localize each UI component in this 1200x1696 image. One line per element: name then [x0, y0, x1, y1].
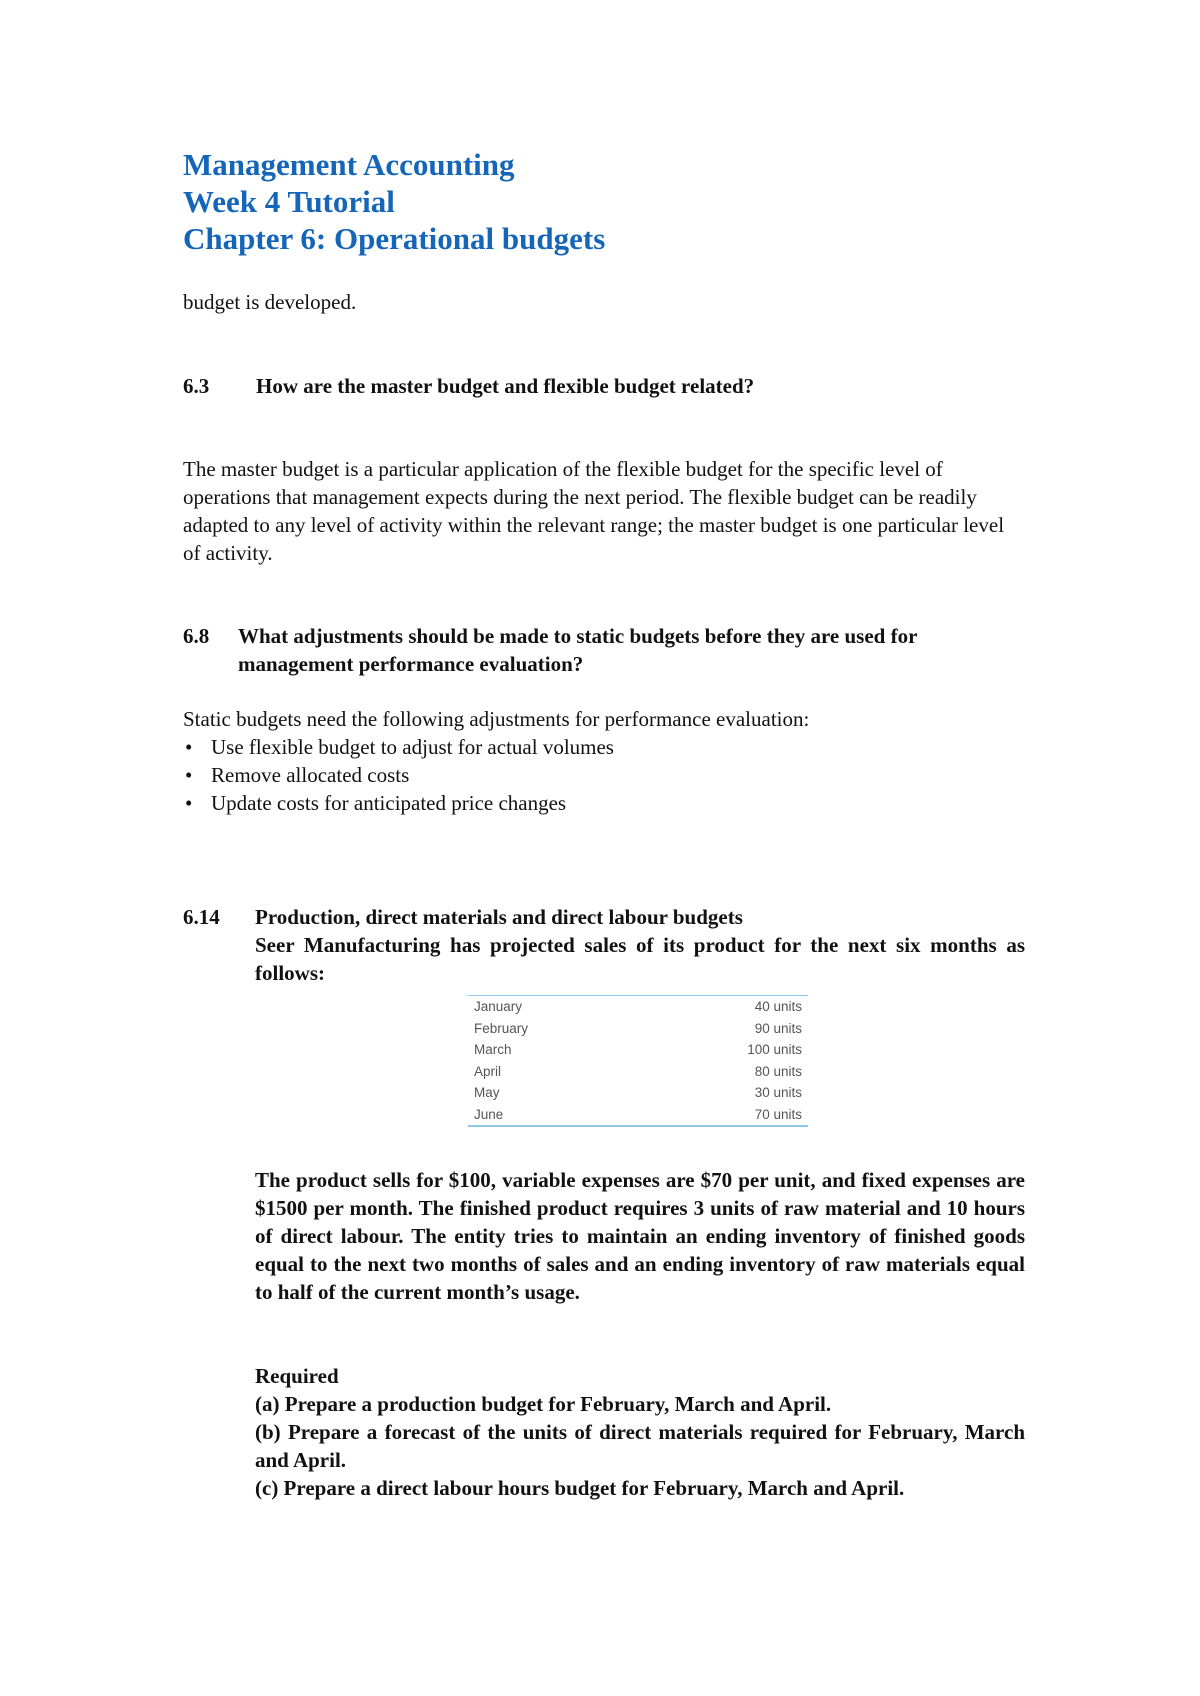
question-number: 6.8 — [183, 624, 210, 648]
answer-6-8-intro: Static budgets need the following adjustments for performance evaluation: — [183, 707, 810, 731]
units-cell: 100 units — [747, 1042, 802, 1058]
chapter-title: Chapter 6: Operational budgets — [183, 221, 606, 256]
list-item: • Use flexible budget to adjust for actual volumes — [183, 733, 1003, 761]
required-item-c: (c) Prepare a direct labour hours budget for February, March and April. — [255, 1476, 905, 1500]
month-cell: February — [474, 1020, 529, 1036]
question-6-14-intro: Seer Manufacturing has projected sales of its product for the next six months as follows: — [255, 933, 1025, 985]
question-title: Production, direct materials and direct labour budgets — [255, 905, 743, 929]
table-row — [468, 1082, 808, 1104]
week-title: Week 4 Tutorial — [183, 184, 395, 219]
units-cell: 90 units — [754, 1020, 802, 1036]
required-item-a: (a) Prepare a production budget for February, March and April. — [255, 1392, 832, 1416]
month-cell: June — [468, 1104, 637, 1127]
question-text: How are the master budget and flexible budget related? — [256, 374, 755, 398]
month-cell: March — [474, 1042, 512, 1058]
table-row — [468, 996, 808, 1018]
required-label: Required — [255, 1364, 339, 1388]
projected-sales-table — [468, 995, 808, 1127]
month-cell: May — [474, 1085, 500, 1101]
list-item: • Update costs for anticipated price changes — [183, 789, 1003, 817]
question-6-14-details: The product sells for $100, variable expenses are $70 per unit, and fixed expenses are $1500 per month. The finished product requires 3 units of raw material and 10 hours of direct labour. The entity tries to maintain an ending inventory of finished goods equal to the next two months of sales and an ending inventory of raw materials equal to half of the current month’s usage. — [255, 1168, 1025, 1304]
units-cell: 80 units — [754, 1063, 802, 1079]
units-cell: 30 units — [754, 1085, 802, 1101]
adjustment-list — [183, 733, 1003, 817]
units-cell: 40 units — [637, 996, 808, 1018]
table-row — [468, 1018, 808, 1040]
month-cell: January — [468, 996, 637, 1018]
course-title: Management Accounting — [183, 147, 515, 182]
units-cell: 70 units — [637, 1104, 808, 1127]
required-item-b: (b) Prepare a forecast of the units of direct materials required for February, March and April. — [255, 1420, 1025, 1472]
list-item: • Remove allocated costs — [183, 761, 1003, 789]
continuation-text: budget is developed. — [183, 290, 357, 314]
table-row — [468, 1061, 808, 1083]
answer-6-3: The master budget is a particular application of the flexible budget for the specific level of operations that management expects during the next period. The flexible budget can be readily adapted to any level of activity within the relevant range; the master budget is one particular level of activity. — [183, 457, 1005, 565]
question-number: 6.14 — [183, 905, 220, 929]
month-cell: April — [474, 1063, 502, 1079]
table-row — [468, 1104, 808, 1127]
table-row — [468, 1039, 808, 1061]
question-text: What adjustments should be made to static budgets before they are used for management performance evaluation? — [238, 624, 918, 676]
question-number: 6.3 — [183, 374, 210, 398]
